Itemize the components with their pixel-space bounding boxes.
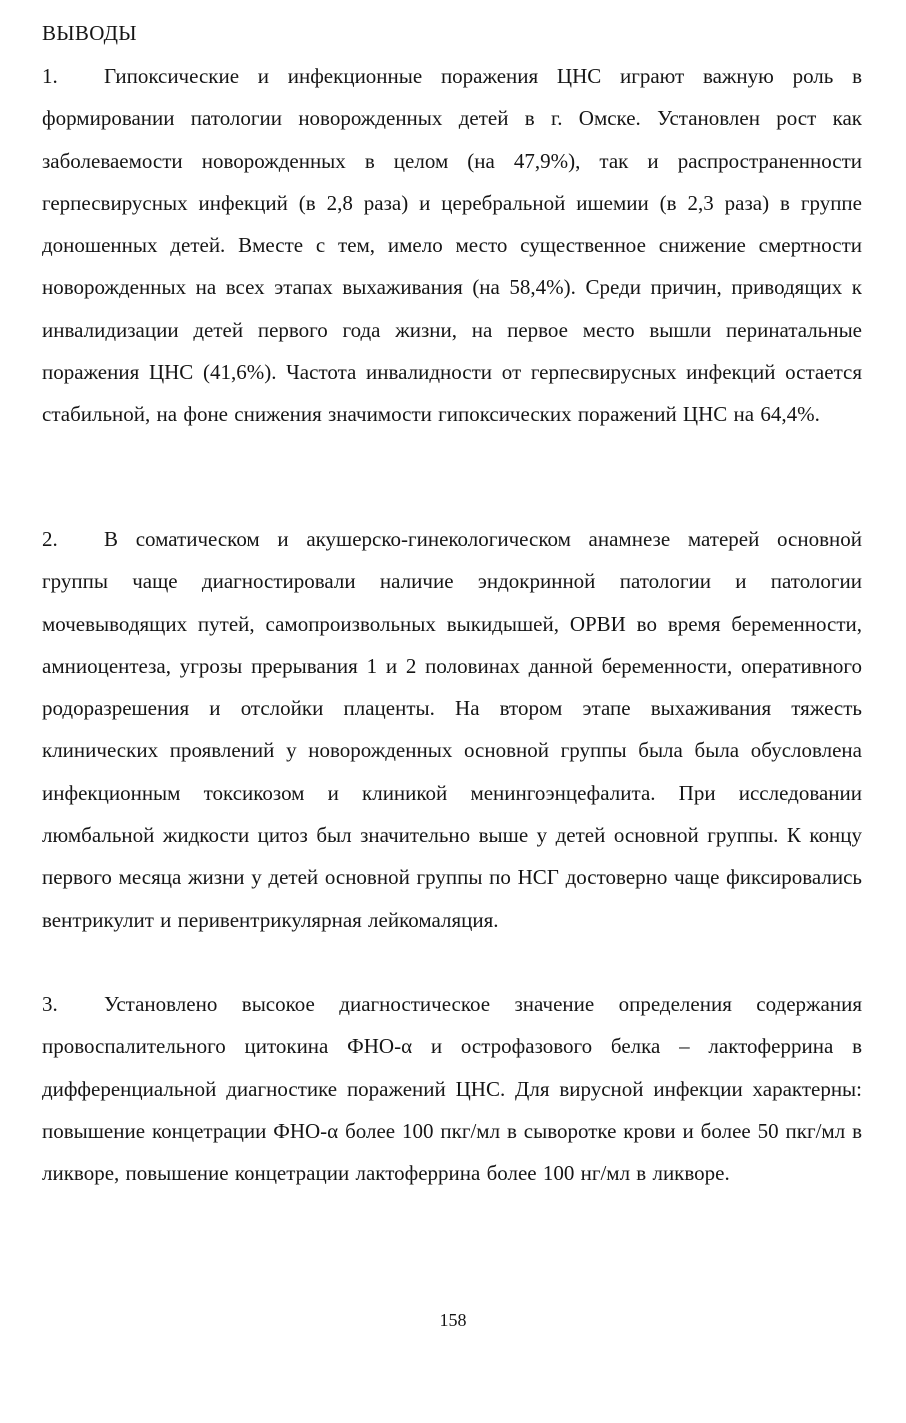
conclusion-1 [42,55,862,436]
conclusion-2-number: 2. [42,527,58,551]
conclusion-3-number: 3. [42,992,58,1016]
conclusion-2 [42,518,862,941]
page-number: 158 [439,1310,467,1330]
conclusion-3 [42,983,862,1194]
conclusion-3-text: Установлено высокое диагностическое значение определения содержания провоспалительного цитокина ФНО-α и острофазового белка – лактоферрина в дифференциальной диагностике поражений ЦНС. Для вирусной инфекции характерны: повышение концетрации ФНО-α более 100 пкг/мл в сыворотке крови и более 50 пкг/мл в ликворе, повышение концетрации лактоферрина более 100 нг/мл в ликворе. [42,992,862,1186]
conclusion-1-number: 1. [42,64,58,88]
conclusion-1-text: Гипоксические и инфекционные поражения ЦНС играют важную роль в формировании патологии новорожденных детей в г. Омске. Установлен рост как заболеваемости новорожденных в целом (на 47,9%), так и распространенности герпесвирусных инфекций (в 2,8 раза) и церебральной ишемии (в 2,3 раза) в группе доношенных детей. Вместе с тем, имело место существенное снижение смертности новорожденных на всех этапах выхаживания (на 58,4%). Среди причин, приводящих к инвалидизации детей первого года жизни, на первое место вышли перинатальные поражения ЦНС (41,6%). Частота инвалидности от герпесвирусных инфекций остается стабильной, на фоне снижения значимости гипоксических поражений ЦНС на 64,4%. [42,64,862,427]
section-heading: ВЫВОДЫ [42,21,137,45]
conclusion-2-text: В соматическом и акушерско-гинекологическом анамнезе матерей основной группы чаще диагностировали наличие эндокринной патологии и патологии мочевыводящих путей, самопроизвольных выкидышей, ОРВИ во время беременности, амниоцентеза, угрозы прерывания 1 и 2 половинах данной беременности, оперативного родоразрешения и отслойки плаценты. На втором этапе выхаживания тяжесть клинических проявлений у новорожденных основной группы была была обусловлена инфекционным токсикозом и клиникой менингоэнцефалита. При исследовании люмбальной жидкости цитоз был значительно выше у детей основной группы. К концу первого месяца жизни у детей основной группы по НСГ достоверно чаще фиксировались вентрикулит и перивентрикулярная лейкомаляция. [42,527,862,932]
